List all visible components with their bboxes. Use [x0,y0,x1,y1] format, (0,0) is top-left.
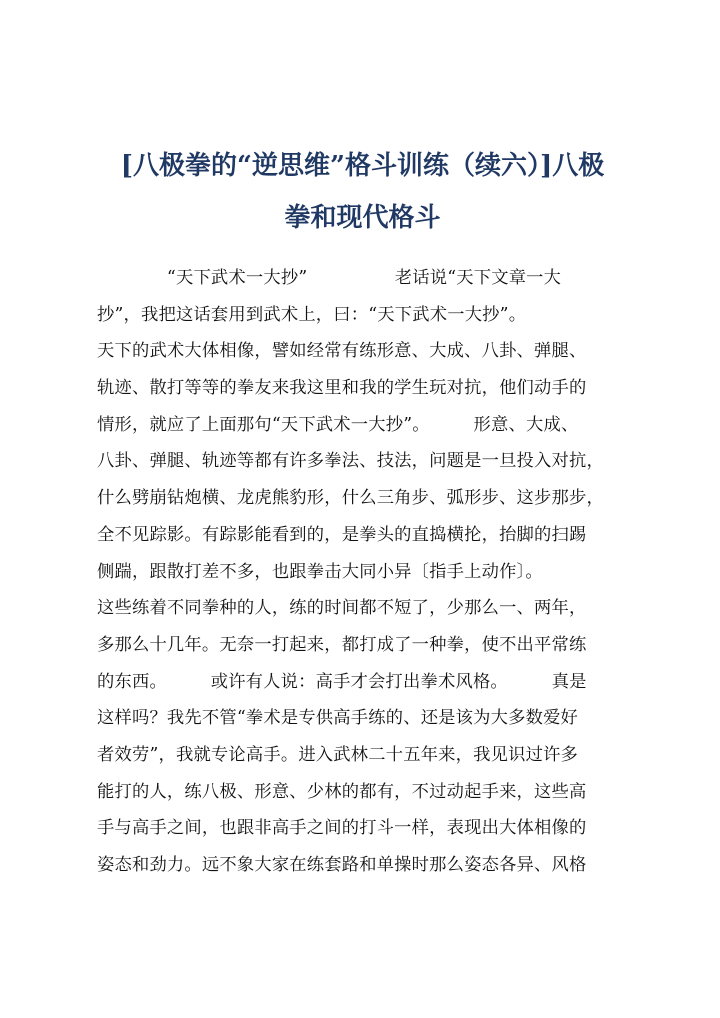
text-line: 能打的人，练八极、形意、少林的都有，不过动起手来，这些高 [97,781,587,802]
text-line: 情形，就应了上面那句“天下武术一大抄”。 形意、大成、 [97,414,579,435]
text-line: 者效劳”，我就专论高手。进入武林二十五年来，我见识过许多 [97,744,579,765]
text-line: 姿态和劲力。远不象大家在练套路和单操时那么姿态各异、风格 [97,855,587,875]
text-line: 八卦、弹腿、轨迹等都有许多拳法、技法，问题是一旦投入对抗， [97,451,604,472]
text-line: 多那么十几年。无奈一打起来，都打成了一种拳，使不出平常练 [97,634,587,655]
text-line: “天下武术一大抄” 老话说“天下文章一大 [97,268,562,288]
body-text [97,260,637,884]
text-line: 这样吗？我先不管“拳术是专供高手练的、还是该为大多数爱好 [97,708,579,729]
text-line: 轨迹、散打等等的拳友来我这里和我的学生玩对抗，他们动手的 [97,378,587,399]
text-line: 什么劈崩钻炮横、龙虎熊豹形，什么三角步、弧形步、这步那步， [97,488,604,509]
text-line: 抄”，我把这话套用到武术上，曰：“天下武术一大抄”。 [97,304,527,325]
document-title [90,140,635,244]
text-line: 手与高手之间，也跟非高手之间的打斗一样，表现出大体相像的 [97,818,587,839]
text-line: 的东西。 或许有人说：高手才会打出拳术风格。 真是 [97,671,587,692]
text-line: 这些练着不同拳种的人，练的时间都不短了，少那么一、两年， [97,598,587,619]
text-line: 全不见踪影。有踪影能看到的，是拳头的直捣横抡，抬脚的扫踢 [97,524,587,545]
title-line-1: [八极拳的“逆思维”格斗训练（续六）]八极 [120,151,605,181]
text-line: 天下的武术大体相像，譬如经常有练形意、大成、八卦、弹腿、 [97,341,587,362]
text-line: 侧踹，跟散打差不多，也跟拳击大同小异〔指手上动作〕。 [97,561,543,582]
title-line-2: 拳和现代格斗 [284,203,441,233]
